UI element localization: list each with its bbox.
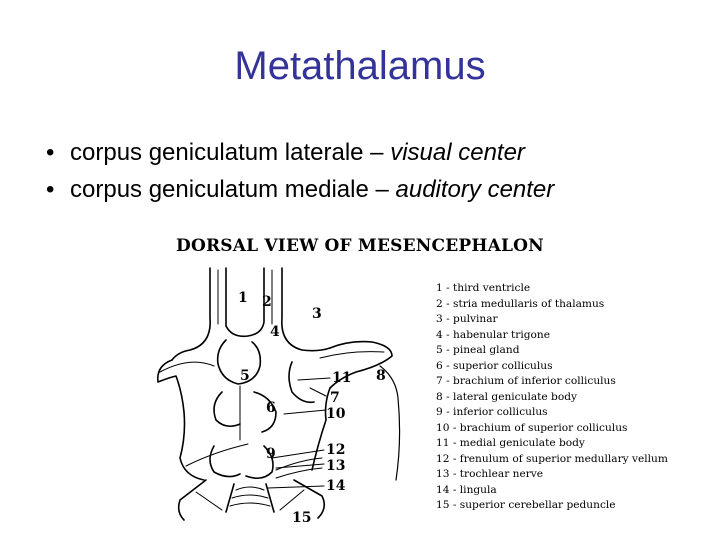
bullet-marker: • [46,139,55,166]
number-label-10: 10 [326,406,346,422]
number-label-1: 1 [238,290,248,306]
bullet-text: corpus geniculatum laterale – [70,139,391,166]
legend-item: 2 - stria medullaris of thalamus [436,297,605,310]
number-label-13: 13 [326,458,346,474]
legend-item: 3 - pulvinar [436,313,498,325]
legend-item: 13 - trochlear nerve [436,468,544,480]
legend-item: 6 - superior colliculus [436,359,553,372]
number-label-4: 4 [270,324,280,340]
legend-item: 10 - brachium of superior colliculus [436,421,628,434]
number-label-8: 8 [376,368,386,384]
figure-legend [436,281,668,514]
legend-item: 11 - medial geniculate body [436,437,585,449]
bullet-emphasis: visual center [390,139,525,166]
slide-title: Metathalamus [234,44,486,88]
legend-item: 7 - brachium of inferior colliculus [436,375,616,387]
figure-title: DORSAL VIEW OF MESENCEPHALON [176,236,544,256]
bullet-marker: • [46,176,55,203]
legend-item: 8 - lateral geniculate body [436,390,577,403]
legend-item: 4 - habenular trigone [436,328,550,341]
number-label-9: 9 [266,446,276,462]
legend-item: 5 - pineal gland [436,344,520,356]
number-label-3: 3 [312,306,322,322]
number-label-11: 11 [332,370,352,386]
number-label-6: 6 [266,400,276,416]
number-label-7: 7 [330,390,340,406]
mesencephalon-outline [158,268,400,520]
number-label-2: 2 [262,294,272,310]
bullet-emphasis: auditory center [395,176,555,203]
number-label-15: 15 [292,510,312,526]
number-label-14: 14 [326,478,346,494]
bullet-text: corpus geniculatum mediale – [70,176,396,203]
number-label-12: 12 [326,442,346,458]
number-label-5: 5 [240,368,250,384]
legend-item: 12 - frenulum of superior medullary vellum [436,452,668,465]
legend-item: 14 - lingula [436,483,497,496]
legend-item: 1 - third ventricle [436,282,531,294]
legend-item: 15 - superior cerebellar peduncle [436,499,616,511]
legend-item: 9 - inferior colliculus [436,406,548,418]
